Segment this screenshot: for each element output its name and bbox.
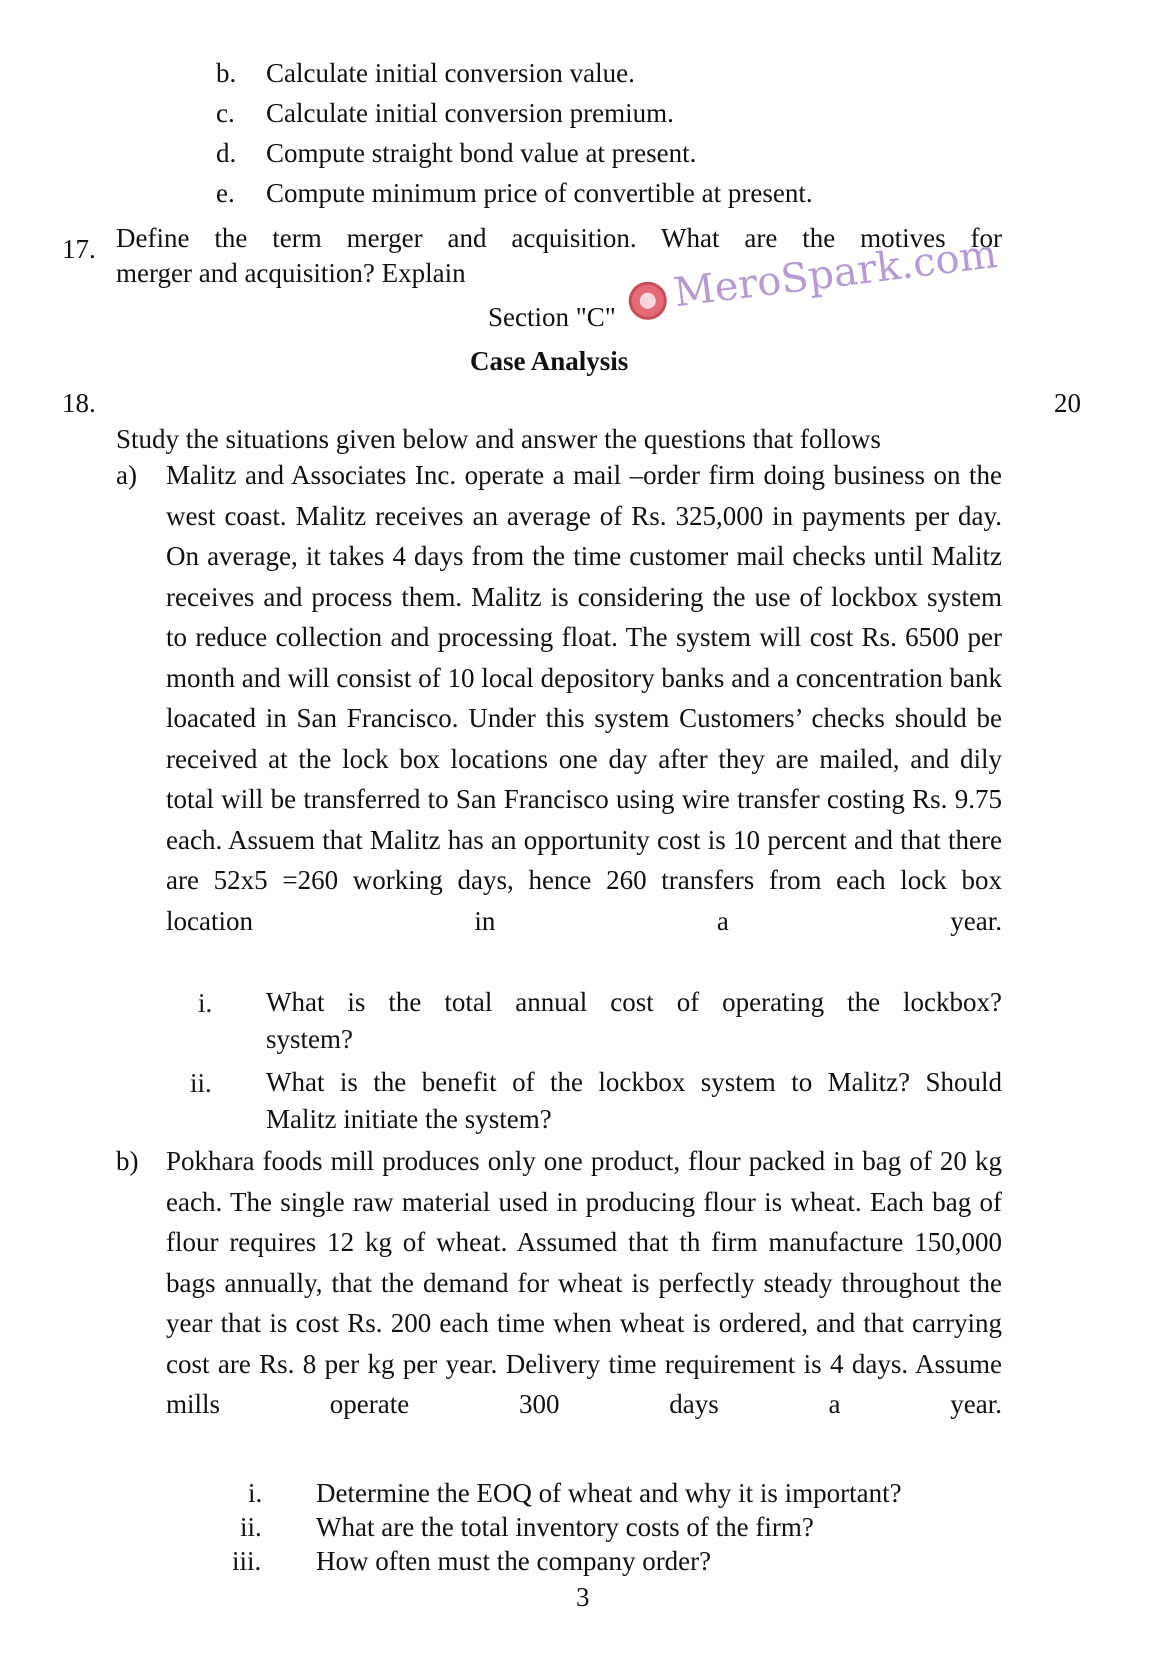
q17-line1: Define the term merger and acquisition. What are the motives for — [116, 223, 1002, 253]
part-b-q2-text: What are the total inventory costs of the firm? — [316, 1512, 814, 1542]
part-a-label: a) — [116, 460, 137, 490]
part-a-q1-line2: system? — [266, 1024, 353, 1054]
q17-number: 17. — [62, 234, 96, 264]
q16-part-b-label: b. — [216, 58, 237, 88]
part-a-q1-line1: What is the total annual cost of operating the lockbox? — [266, 987, 1002, 1017]
part-a-q2-label: ii. — [190, 1068, 212, 1098]
part-b-text: Pokhara foods mill produces only one product, flour packed in bag of 20 kg each. The single raw material used in producing flour is wheat. Each bag of flour requires 12 kg of wheat. Assumed that th firm manufacture 150,000 bags annually, that the demand for wheat is perfectly steady throughout the year that is cost Rs. 200 each time when wheat is ordered, and that carrying cost are Rs. 8 per kg per year. Delivery time requirement is 4 days. Assume mills operate 300 days a year. — [166, 1146, 1002, 1419]
q16-part-c-label: c. — [216, 98, 235, 128]
part-b-q1-text: Determine the EOQ of wheat and why it is important? — [316, 1478, 902, 1508]
watermark-logo-icon — [627, 280, 669, 322]
section-subtitle: Case Analysis — [470, 346, 629, 376]
section-title: Section "C" — [488, 302, 616, 332]
q16-part-d-text: Compute straight bond value at present. — [266, 138, 697, 168]
q16-part-d-label: d. — [216, 138, 237, 168]
part-a-q2-line1: What is the benefit of the lockbox system to Malitz? Should — [266, 1067, 1002, 1097]
part-a-text: Malitz and Associates Inc. operate a mail –order firm doing business on the west coast. Malitz receives an average of Rs. 325,000 in payments per day. On average, it takes 4 days from the time customer mail checks until Malitz receives and process them. Malitz is considering the use of lockbox system to reduce collection and processing float. The system will cost Rs. 6500 per month and will consist of 10 local depository banks and a concentration bank loacated in San Francisco. Under this system Customers’ checks should be received at the lock box locations one day after they are mailed, and dily total will be transferred to San Francisco using wire transfer costing Rs. 9.75 each. Assuem that Malitz has an opportunity cost is 10 percent and that there are 52x5 =260 working days, hence 260 transfers from each lock box location in a year. — [166, 460, 1002, 936]
part-b-q3-text: How often must the company order? — [316, 1546, 712, 1576]
part-b-q3-label: iii. — [232, 1546, 262, 1576]
part-a-q2-line2: Malitz initiate the system? — [266, 1104, 552, 1134]
q16-part-b-text: Calculate initial conversion value. — [266, 58, 635, 88]
part-a-q1-label: i. — [198, 988, 213, 1018]
watermark-text: MeroSpark.com — [671, 231, 1000, 317]
page-number: 3 — [576, 1582, 590, 1612]
q18-number: 18. — [62, 388, 96, 418]
q16-part-e-text: Compute minimum price of convertible at present. — [266, 178, 813, 208]
part-b-q2-label: ii. — [240, 1512, 262, 1542]
part-b-label: b) — [116, 1146, 139, 1176]
q17-line2: merger and acquisition? Explain — [116, 258, 466, 288]
q18-intro: Study the situations given below and answer the questions that follows — [116, 424, 881, 454]
q16-part-e-label: e. — [216, 178, 235, 208]
q18-marks: 20 — [1054, 388, 1081, 418]
q16-part-c-text: Calculate initial conversion premium. — [266, 98, 674, 128]
part-b-q1-label: i. — [248, 1478, 263, 1508]
